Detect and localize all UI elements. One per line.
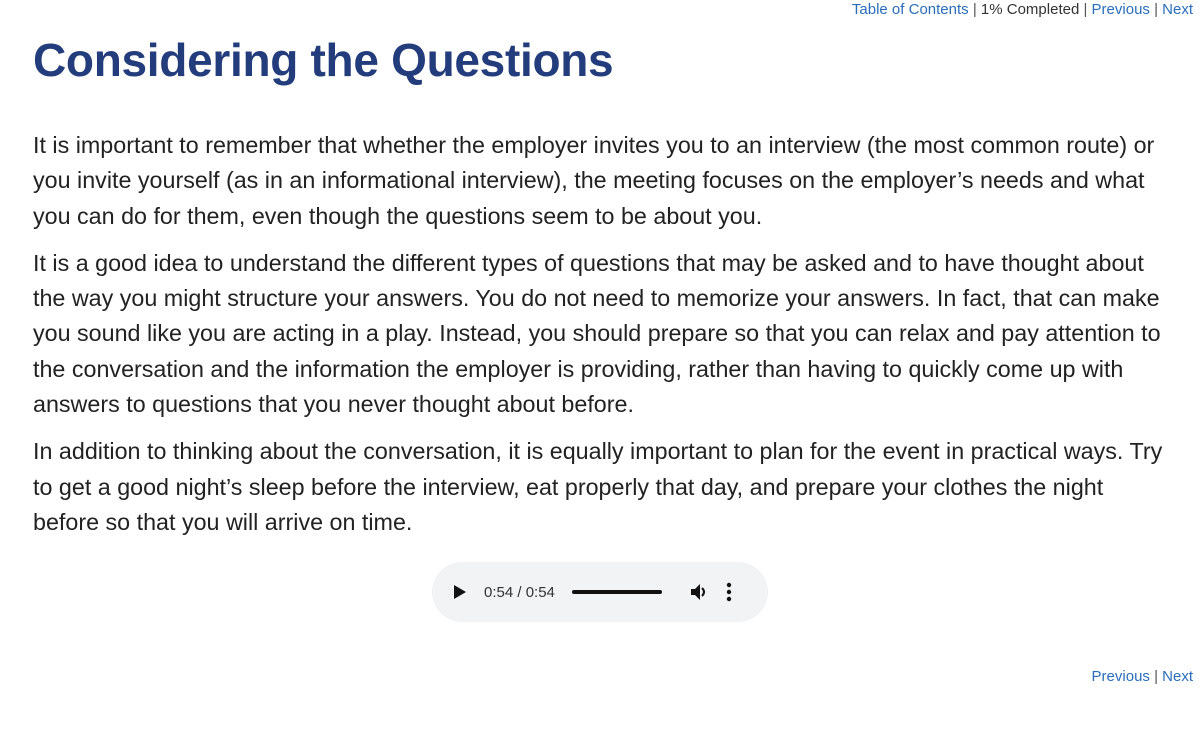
next-link[interactable]: Next	[1162, 1, 1193, 18]
separator: |	[1154, 668, 1158, 685]
separator: |	[1083, 1, 1088, 18]
more-options-icon[interactable]	[726, 582, 732, 602]
next-link[interactable]: Next	[1162, 668, 1193, 685]
table-of-contents-link[interactable]: Table of Contents	[851, 1, 969, 18]
page-title: Considering the Questions	[33, 34, 614, 86]
bottom-navigation	[1092, 667, 1193, 687]
audio-progress-slider[interactable]	[572, 590, 662, 594]
audio-time: 0:54 / 0:54	[484, 583, 555, 601]
separator: |	[1154, 1, 1158, 18]
play-icon[interactable]	[454, 585, 466, 599]
paragraph: It is a good idea to understand the different types of questions that may be asked and to have thought about the way you might structure your answers. You do not need to memorize your answers. In fact, that can make you sound like you are acting in a play. Instead, you should prepare so that you can relax and pay attention to the conversation and the information the employer is providing, rather than having to quickly come up with answers to questions that you never thought about before.	[33, 249, 1161, 418]
top-navigation	[852, 0, 1193, 20]
paragraph: It is important to remember that whether the employer invites you to an interview (the most common route) or you invite yourself (as in an informational interview), the meeting focuses on the employer’s needs and what you can do for them, even though the questions seem to be about you.	[33, 132, 1155, 229]
paragraph: In addition to thinking about the conversation, it is equally important to plan for the event in practical ways. Try to get a good night’s sleep before the interview, eat properly that day, and prepare your clothes the night before so that you will arrive on time.	[33, 438, 1163, 535]
previous-link[interactable]: Previous	[1091, 668, 1150, 685]
separator: |	[972, 1, 977, 18]
progress-text: 1% Completed	[980, 1, 1080, 18]
audio-player	[432, 562, 768, 622]
volume-icon[interactable]	[689, 582, 709, 602]
page-content	[33, 128, 1173, 552]
previous-link[interactable]: Previous	[1091, 1, 1150, 18]
